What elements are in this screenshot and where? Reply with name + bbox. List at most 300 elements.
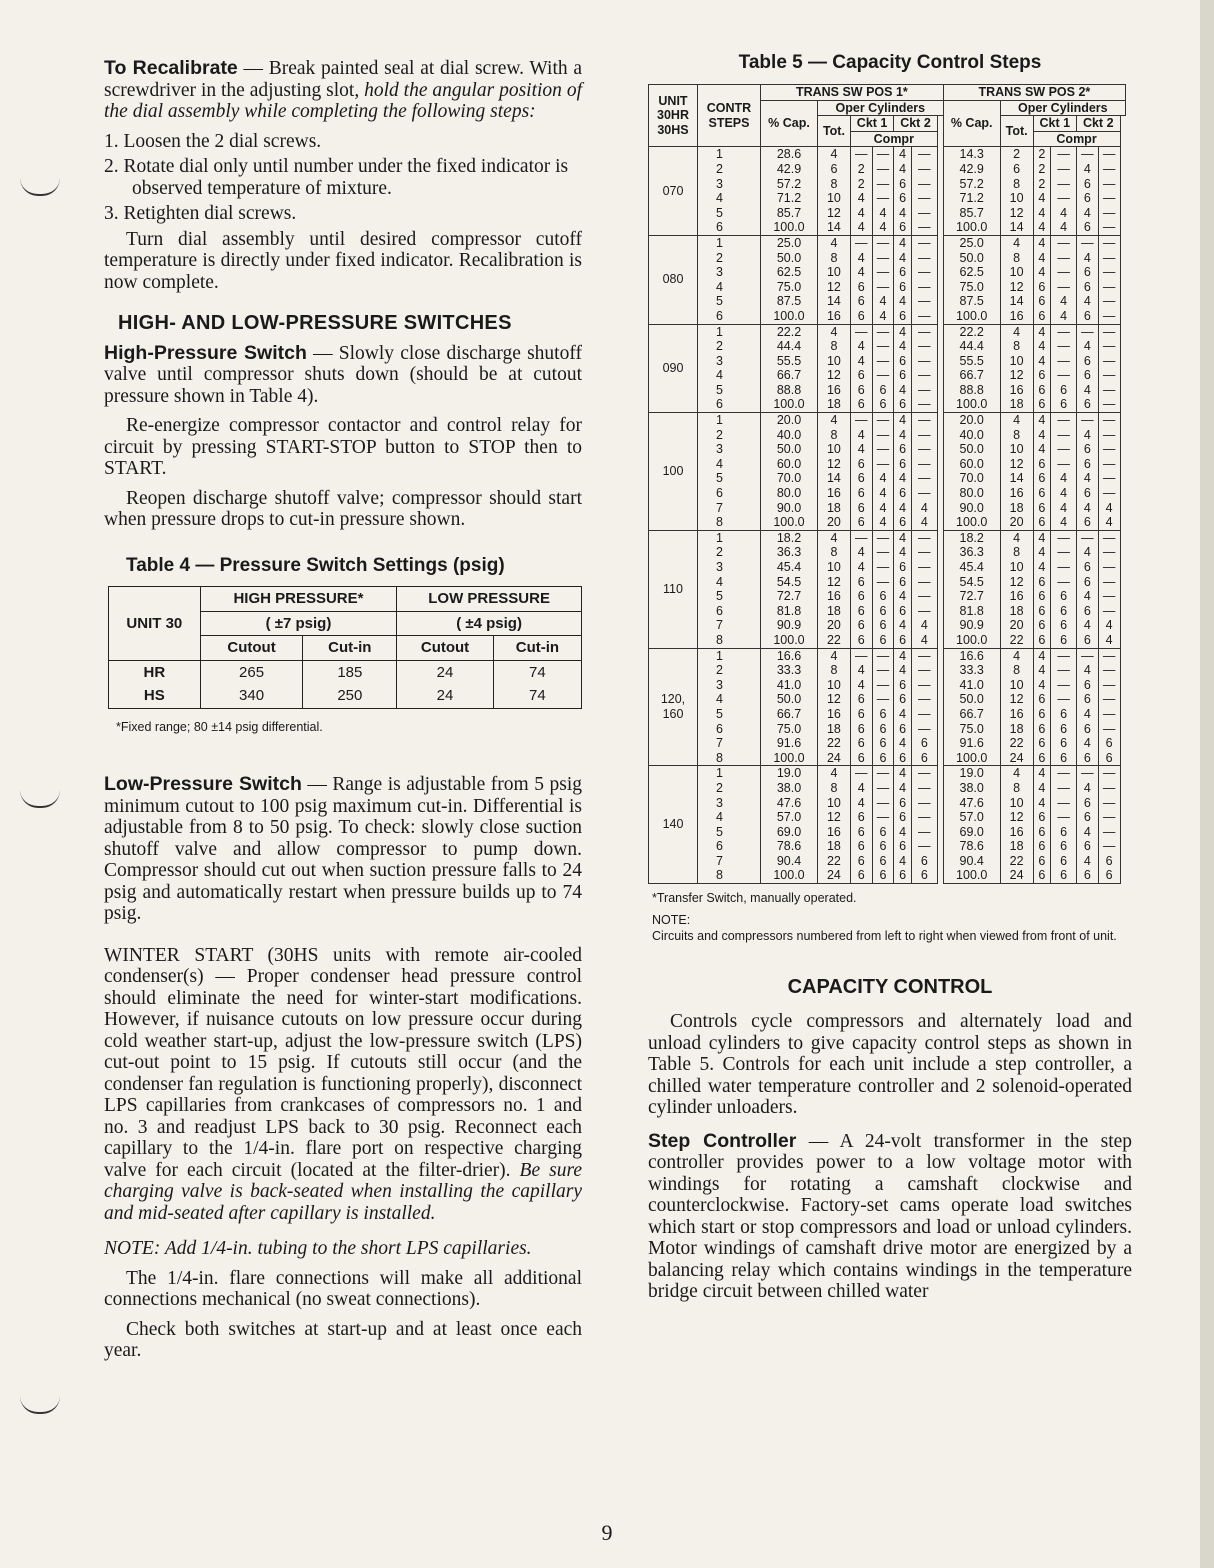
value-cell: 70.0 [943,471,1000,486]
value-cell: 4 [1077,663,1099,678]
value-cell: 4 [817,648,850,663]
value-cell: 100.0 [943,751,1000,766]
value-cell: 6 [850,397,872,412]
value-cell: 60.0 [943,457,1000,472]
value-cell: — [1098,251,1120,266]
value-cell: — [872,663,894,678]
spacer [1120,839,1126,854]
value-cell: 6 [850,604,872,619]
table5-footnote: *Transfer Switch, manually operated. [652,891,857,906]
value-cell: 8 [817,781,850,796]
step-cell: 2 [698,339,761,354]
cutout-header: Cutout [200,636,303,661]
value-cell: 6 [850,575,872,590]
value-cell: 24 [1000,751,1033,766]
value-cell: — [872,354,894,369]
value-cell: 8 [817,177,850,192]
value-cell: — [872,147,894,162]
value-cell: 265 [200,660,303,684]
value-cell: — [1051,251,1077,266]
tot-header: Tot. [1000,116,1033,147]
value-cell: 4 [850,206,872,221]
step-cell: 4 [698,575,761,590]
value-cell: — [911,442,937,457]
value-cell: 6 [1033,854,1051,869]
value-cell: — [1077,648,1099,663]
spacer [1120,560,1126,575]
value-cell: 22 [817,854,850,869]
value-cell: — [872,162,894,177]
value-cell: — [1077,530,1099,545]
step-cell: 3 [698,265,761,280]
value-cell: 74 [493,684,581,708]
step-cell: 6 [698,839,761,854]
value-cell: 87.5 [943,294,1000,309]
value-cell: 6 [872,825,894,840]
value-cell: 10 [1000,191,1033,206]
value-cell: 6 [894,397,912,412]
value-cell: 100.0 [943,397,1000,412]
value-cell: — [911,397,937,412]
value-cell: 4 [1033,339,1051,354]
value-cell: — [911,648,937,663]
unit-cell: 070 [649,147,698,236]
value-cell: 6 [850,633,872,648]
value-cell: 6 [872,604,894,619]
value-cell: — [911,162,937,177]
value-cell: 16 [1000,383,1033,398]
value-cell: 4 [894,545,912,560]
value-cell: 90.0 [943,501,1000,516]
value-cell: 14 [817,294,850,309]
value-cell: 4 [1000,324,1033,339]
value-cell: 4 [1033,251,1051,266]
value-cell: — [911,530,937,545]
value-cell: 6 [850,736,872,751]
ckt1-header: Ckt 1 [1033,116,1076,132]
value-cell: 8 [1000,545,1033,560]
value-cell: 4 [872,294,894,309]
value-cell: 10 [1000,678,1033,693]
value-cell: 88.8 [943,383,1000,398]
value-cell: 8 [817,545,850,560]
value-cell: 6 [1033,471,1051,486]
oper-header: Oper Cylinders [1000,100,1125,116]
step-cell: 5 [698,707,761,722]
value-cell: 4 [894,854,912,869]
value-cell: 6 [1077,839,1099,854]
value-cell: — [872,280,894,295]
step-cell: 1 [698,235,761,250]
value-cell: 6 [1051,825,1077,840]
value-cell: — [1051,147,1077,162]
table-row [649,825,1126,840]
value-cell: 50.0 [761,442,818,457]
value-cell: — [872,251,894,266]
value-cell: 20 [817,515,850,530]
value-cell: 4 [872,471,894,486]
value-cell: 6 [894,486,912,501]
value-cell: 22 [1000,736,1033,751]
value-cell: 4 [894,781,912,796]
step-cell: 8 [698,868,761,883]
step-cell: 2 [698,428,761,443]
value-cell: — [872,560,894,575]
step-cell: 4 [698,191,761,206]
value-cell: 20.0 [761,413,818,428]
value-cell: 18.2 [943,530,1000,545]
spacer [1120,471,1126,486]
value-cell: — [911,604,937,619]
value-cell: 16 [817,309,850,324]
value-cell: 4 [894,589,912,604]
value-cell: 6 [1051,397,1077,412]
unit-cell: 100 [649,413,698,531]
value-cell: 6 [1098,854,1120,869]
value-cell: — [1098,692,1120,707]
value-cell: — [911,383,937,398]
table-row [649,736,1126,751]
value-cell: 6 [1098,868,1120,883]
unit-cell: HR [109,660,201,684]
cap-header: % Cap. [943,100,1000,147]
step-controller-lead: Step Controller [648,1129,797,1152]
value-cell: 100.0 [943,515,1000,530]
value-cell: 4 [1033,428,1051,443]
value-cell: — [1098,191,1120,206]
value-cell: 66.7 [943,368,1000,383]
value-cell: 4 [894,648,912,663]
value-cell: 4 [1051,220,1077,235]
table-row [109,660,582,684]
step-cell: 4 [698,810,761,825]
value-cell: 4 [1077,206,1099,221]
value-cell: — [1051,177,1077,192]
value-cell: 4 [850,545,872,560]
step-cell: 7 [698,854,761,869]
value-cell: 20 [817,618,850,633]
value-cell: — [1098,368,1120,383]
spacer [1120,251,1126,266]
value-cell: 4 [894,147,912,162]
step-item: 1. Loosen the 2 dial screws. [104,130,322,152]
value-cell: 4 [850,781,872,796]
low-pressure-text: — Range is adjustable from 5 psig minimum cutout to 100 psig maximum cut-in. Differential is adjustable from 8 to 50 psig. To check: slowly close suction shutoff valve and allow compressor to pump down. Compressor should cut out when suction pressure falls to 24 psig and automatically restart when pressure builds up to 74 psig. [104,774,582,924]
value-cell: — [872,265,894,280]
value-cell: — [911,589,937,604]
value-cell: 4 [850,428,872,443]
value-cell: 24 [817,751,850,766]
value-cell: 6 [872,707,894,722]
value-cell: 12 [817,575,850,590]
spacer [1120,413,1126,428]
value-cell: 4 [817,413,850,428]
spacer [1120,854,1126,869]
value-cell: 6 [1077,722,1099,737]
value-cell: 4 [1077,545,1099,560]
table-row [649,530,1126,545]
page-edge [1200,0,1214,1568]
value-cell: 10 [817,265,850,280]
value-cell: 6 [1051,383,1077,398]
table-row [649,457,1126,472]
page-number: 9 [601,1520,613,1545]
value-cell: 4 [1077,294,1099,309]
value-cell: — [1098,796,1120,811]
value-cell: — [911,354,937,369]
step-cell: 7 [698,736,761,751]
value-cell: — [1098,442,1120,457]
tot-header: Tot. [817,116,850,147]
table-row [649,354,1126,369]
spacer [1120,147,1126,162]
value-cell: 54.5 [943,575,1000,590]
table-row [649,633,1126,648]
flare-paragraph: The 1/4-in. flare connections will make all additional connections mechanical (no sweat connections). [104,1267,582,1310]
spacer [1120,294,1126,309]
value-cell: 18 [817,839,850,854]
right-column [648,52,1132,1303]
value-cell: 10 [817,796,850,811]
value-cell: 6 [911,854,937,869]
step-cell: 8 [698,515,761,530]
spacer [1120,501,1126,516]
recalibrate-paragraph [104,58,582,123]
value-cell: 4 [1077,251,1099,266]
value-cell: 6 [1077,457,1099,472]
value-cell: — [911,206,937,221]
ckt2-header: Ckt 2 [894,116,937,132]
value-cell: 16 [1000,309,1033,324]
spacer [1120,810,1126,825]
value-cell: — [911,309,937,324]
step-cell: 5 [698,825,761,840]
value-cell: 71.2 [943,191,1000,206]
value-cell: 6 [894,678,912,693]
value-cell: 6 [1051,854,1077,869]
value-cell: 50.0 [943,251,1000,266]
table-row [649,206,1126,221]
value-cell: 22 [817,633,850,648]
value-cell: 22.2 [761,324,818,339]
value-cell: — [911,235,937,250]
value-cell: 4 [894,413,912,428]
table-row [649,781,1126,796]
value-cell: 4 [850,339,872,354]
spacer [1120,736,1126,751]
table4-footnote: *Fixed range; 80 ±14 psig differential. [116,719,323,734]
value-cell: 16.6 [943,648,1000,663]
value-cell: 14 [817,471,850,486]
value-cell: — [911,825,937,840]
value-cell: — [1051,810,1077,825]
value-cell: 16 [817,383,850,398]
value-cell: — [911,545,937,560]
value-cell: 85.7 [943,206,1000,221]
value-cell: 38.0 [761,781,818,796]
step-cell: 5 [698,294,761,309]
value-cell: 6 [1077,368,1099,383]
value-cell: — [1098,294,1120,309]
table-row [649,575,1126,590]
spacer [1120,116,1126,147]
value-cell: 6 [1033,722,1051,737]
value-cell: 6 [894,354,912,369]
high-tolerance: ( ±7 psig) [200,611,397,636]
value-cell: 4 [894,235,912,250]
value-cell: 19.0 [761,766,818,781]
value-cell: 6 [894,633,912,648]
value-cell: — [850,235,872,250]
step-cell: 8 [698,751,761,766]
value-cell: — [1098,339,1120,354]
value-cell: 72.7 [943,589,1000,604]
value-cell: 91.6 [943,736,1000,751]
value-cell: 33.3 [943,663,1000,678]
value-cell: — [1077,413,1099,428]
value-cell: 55.5 [943,354,1000,369]
value-cell: 12 [1000,457,1033,472]
spacer [1120,707,1126,722]
spacer [1120,530,1126,545]
value-cell: — [911,575,937,590]
binder-mark [20,790,60,808]
value-cell: 25.0 [761,235,818,250]
value-cell: — [1051,354,1077,369]
value-cell: — [1098,220,1120,235]
value-cell: 6 [1033,633,1051,648]
check-paragraph: Check both switches at start-up and at least once each year. [104,1318,582,1361]
value-cell: 6 [1033,575,1051,590]
value-cell: 50.0 [943,692,1000,707]
recalibrate-lead: To Recalibrate [104,57,238,79]
value-cell: 45.4 [943,560,1000,575]
value-cell: — [872,457,894,472]
value-cell: 8 [1000,177,1033,192]
value-cell: — [872,339,894,354]
value-cell: 4 [1051,515,1077,530]
value-cell: — [850,413,872,428]
value-cell: — [1051,457,1077,472]
spacer [1120,604,1126,619]
step-cell: 7 [698,618,761,633]
value-cell: 18.2 [761,530,818,545]
value-cell: 4 [1077,383,1099,398]
value-cell: — [1051,413,1077,428]
value-cell: 4 [1077,618,1099,633]
value-cell: — [1051,442,1077,457]
table-row [649,265,1126,280]
value-cell: 6 [1077,309,1099,324]
value-cell: 10 [817,560,850,575]
step-cell: 1 [698,147,761,162]
value-cell: 4 [911,515,937,530]
recalibrate-text: — Break painted seal at dial screw. With a screwdriver in the adjusting slot, [104,58,582,101]
spacer [1120,722,1126,737]
table-row [649,177,1126,192]
value-cell: 75.0 [943,722,1000,737]
tubing-note-text: NOTE: Add 1/4-in. tubing to the short LPS capillaries. [104,1238,532,1259]
value-cell: 6 [850,280,872,295]
value-cell: 6 [1033,486,1051,501]
value-cell: 50.0 [943,442,1000,457]
value-cell: 4 [1077,781,1099,796]
value-cell: 4 [894,339,912,354]
value-cell: — [911,839,937,854]
value-cell: 8 [1000,428,1033,443]
value-cell: 8 [817,339,850,354]
value-cell: 41.0 [761,678,818,693]
spacer [937,116,943,147]
step-cell: 1 [698,648,761,663]
unit-cell: 140 [649,766,698,884]
value-cell: 6 [894,280,912,295]
value-cell: 6 [850,471,872,486]
table-row [649,294,1126,309]
spacer [1120,339,1126,354]
step-item: 2. Rotate dial only until number under the fixed indicator is observed temperature of mixture. [104,156,569,199]
value-cell: 6 [1033,515,1051,530]
binder-mark [20,178,60,196]
value-cell: — [1051,191,1077,206]
value-cell: 28.6 [761,147,818,162]
table4-title: Table 4 — Pressure Switch Settings (psig) [126,554,505,576]
value-cell: 4 [911,633,937,648]
value-cell: — [911,265,937,280]
step-cell: 1 [698,324,761,339]
reopen-paragraph: Reopen discharge shutoff valve; compressor should start when pressure drops to cut-in pressure shown. [104,487,582,530]
value-cell: 2 [1033,177,1051,192]
value-cell: 6 [894,442,912,457]
value-cell: — [911,781,937,796]
value-cell: — [1098,781,1120,796]
step-cell: 3 [698,678,761,693]
value-cell: — [872,235,894,250]
value-cell: 100.0 [943,309,1000,324]
spacer [1120,324,1126,339]
step-cell: 3 [698,442,761,457]
value-cell: 6 [1033,309,1051,324]
value-cell: 14 [1000,471,1033,486]
value-cell: 50.0 [761,251,818,266]
value-cell: 4 [1077,707,1099,722]
value-cell: 47.6 [943,796,1000,811]
value-cell: 16 [1000,589,1033,604]
value-cell: 6 [1098,736,1120,751]
value-cell: 4 [894,618,912,633]
value-cell: — [911,428,937,443]
winter-start-text: WINTER START (30HS units with remote air-cooled condenser(s) — Proper condenser head pressure control should eliminate the need for winter-start modifications. However, if nuisance cutouts on low pressure occur during cold weather start-up, adjust the low-pressure switch (LPS) cut-out point to 15 psig. If cutouts still occur (and the condenser fan regulation is functioning properly), disconnect LPS capillaries from crankcases of compressors no. 1 and no. 3 and readjust LPS back to 30 psig. Reconnect each capillary to the 1/4-in. flare port on respective charging valve for each circuit (located at the filter-drier). [104,944,582,1181]
value-cell: 4 [817,147,850,162]
value-cell: 50.0 [761,692,818,707]
value-cell: 4 [850,442,872,457]
value-cell: 66.7 [761,707,818,722]
spacer [1120,663,1126,678]
value-cell: — [1051,648,1077,663]
value-cell: 4 [1051,294,1077,309]
value-cell: 18 [817,722,850,737]
value-cell: 78.6 [761,839,818,854]
value-cell: 6 [1000,162,1033,177]
value-cell: 8 [817,428,850,443]
spacer [1120,486,1126,501]
value-cell: 4 [872,206,894,221]
value-cell: — [911,457,937,472]
value-cell: 6 [1077,751,1099,766]
value-cell: — [1098,265,1120,280]
value-cell: — [1077,235,1099,250]
value-cell: 6 [850,368,872,383]
